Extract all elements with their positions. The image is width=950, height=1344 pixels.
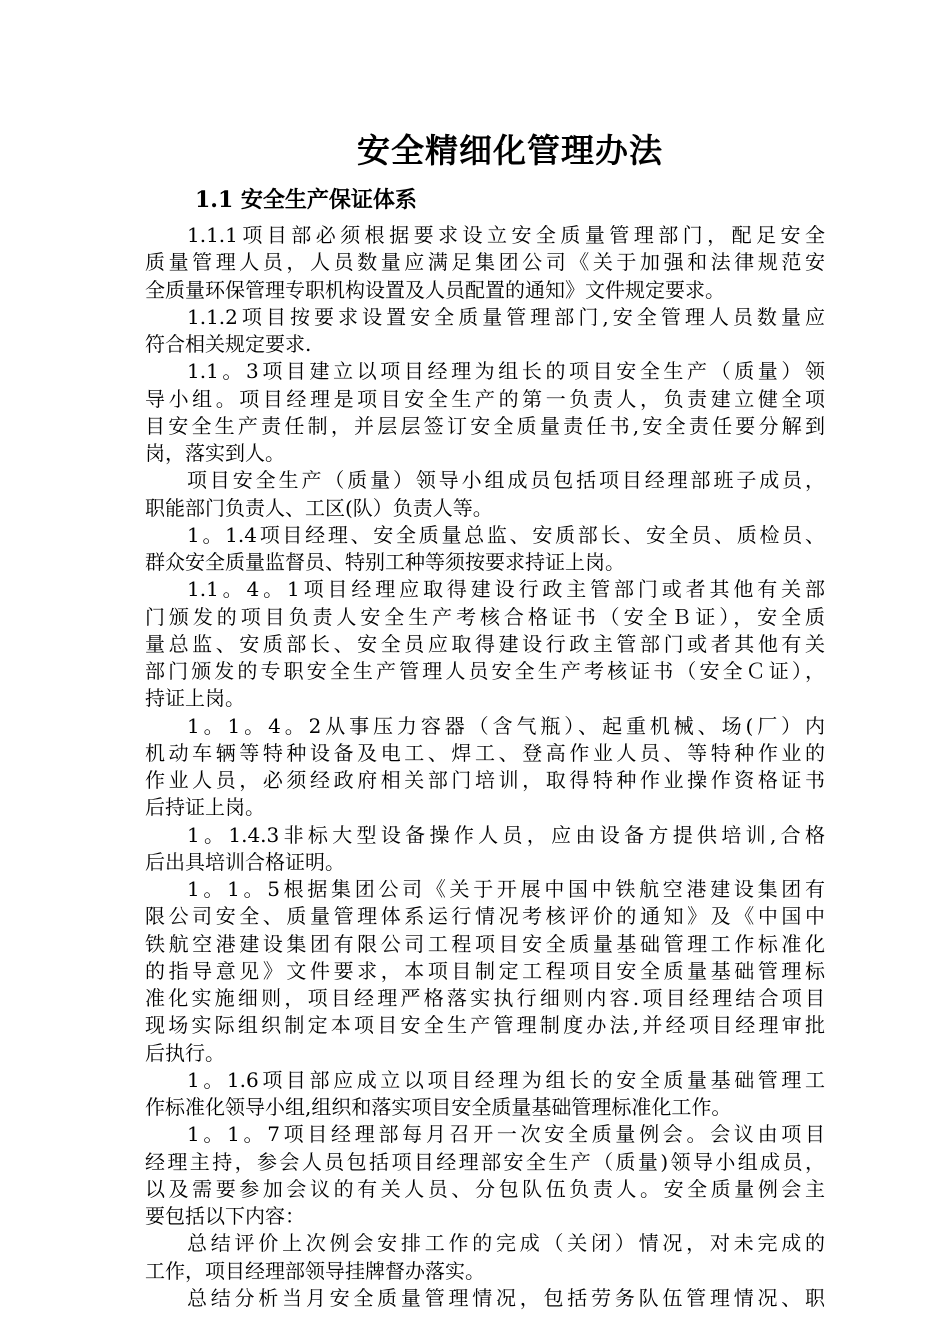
- text-line: 限公司安全、质量管理体系运行情况考核评价的通知》及《中国中: [145, 904, 825, 929]
- text-line: 总结评价上次例会安排工作的完成（关闭）情况，对未完成的: [187, 1231, 825, 1256]
- text-line: 1。1.4.3非标大型设备操作人员，应由设备方提供培训,合格: [187, 822, 825, 847]
- text-line: 工作，项目经理部领导挂牌督办落实。: [145, 1258, 485, 1283]
- text-line: 1.1。4。1项目经理应取得建设行政主管部门或者其他有关部: [187, 577, 825, 602]
- text-line: 持证上岗。: [145, 686, 245, 711]
- text-line: 目安全生产责任制，并层层签订安全质量责任书,安全责任要分解到: [145, 413, 825, 438]
- text-line: 符合相关规定要求.: [145, 332, 312, 356]
- text-line: 的指导意见》文件要求，本项目制定工程项目安全质量基础管理标: [145, 958, 825, 983]
- text-line: 1.1.1项目部必须根据要求设立安全质量管理部门，配足安全: [187, 223, 825, 247]
- text-line: 岗，落实到人。: [145, 441, 285, 465]
- text-line: 1。1。4。2从事压力容器（含气瓶）、起重机械、场(厂）内: [187, 713, 825, 738]
- document-title: 安全精细化管理办法: [357, 131, 663, 170]
- text-line: 1。1.4项目经理、安全质量总监、安质部长、安全员、质检员、: [187, 522, 825, 547]
- text-line: 总结分析当月安全质量管理情况，包括劳务队伍管理情况、职: [187, 1285, 825, 1310]
- text-line: 要包括以下内容：: [145, 1204, 305, 1228]
- text-line: 准化实施细则，项目经理严格落实执行细则内容.项目经理结合项目: [145, 986, 825, 1010]
- text-line: 作标准化领导小组,组织和落实项目安全质量基础管理标准化工作。: [145, 1095, 732, 1119]
- section-heading: 1.1 安全生产保证体系: [195, 187, 417, 213]
- body-text: [145, 222, 825, 1312]
- text-line: 群众安全质量监督员、特别工种等须按要求持证上岗。: [145, 550, 625, 574]
- text-line: 后持证上岗。: [145, 795, 265, 820]
- text-line: 以及需要参加会议的有关人员、分包队伍负责人。安全质量例会主: [145, 1176, 825, 1201]
- text-line: 铁航空港建设集团有限公司工程项目安全质量基础管理工作标准化: [145, 931, 825, 956]
- text-line: 后出具培训合格证明。: [145, 849, 345, 874]
- text-line: 1。1.6项目部应成立以项目经理为组长的安全质量基础管理工: [187, 1067, 825, 1092]
- text-line: 后执行。: [145, 1040, 225, 1065]
- text-line: 项目安全生产（质量）领导小组成员包括项目经理部班子成员，: [187, 468, 825, 493]
- text-line: 作业人员，必须经政府相关部门培训，取得特种作业操作资格证书: [145, 768, 825, 792]
- text-line: 现场实际组织制定本项目安全生产管理制度办法,并经项目经理审批: [145, 1013, 825, 1038]
- text-line: 全质量环保管理专职机构设置及人员配置的通知》文件规定要求。: [145, 277, 725, 302]
- text-line: 经理主持，参会人员包括项目经理部安全生产（质量)领导小组成员，: [145, 1149, 825, 1174]
- text-line: 部门颁发的专职安全生产管理人员安全生产考核证书（安全Ｃ证），: [145, 659, 825, 683]
- text-line: 1.1。3项目建立以项目经理为组长的项目安全生产（质量）领: [187, 359, 825, 384]
- text-line: 1。1。5根据集团公司《关于开展中国中铁航空港建设集团有: [187, 877, 825, 901]
- text-line: 导小组。项目经理是项目安全生产的第一负责人，负责建立健全项: [145, 386, 825, 411]
- text-line: 量总监、安质部长、安全员应取得建设行政主管部门或者其他有关: [145, 631, 825, 656]
- text-line: 职能部门负责人、工区(队）负责人等。: [145, 495, 493, 520]
- text-line: 1。1。7项目经理部每月召开一次安全质量例会。会议由项目: [187, 1122, 825, 1147]
- text-line: 门颁发的项目负责人安全生产考核合格证书（安全Ｂ证），安全质: [145, 604, 825, 629]
- text-line: 质量管理人员，人员数量应满足集团公司《关于加强和法律规范安: [145, 250, 825, 275]
- text-line: 机动车辆等特种设备及电工、焊工、登高作业人员、等特种作业的: [145, 740, 825, 765]
- text-line: 1.1.2项目按要求设置安全质量管理部门,安全管理人员数量应: [187, 304, 825, 329]
